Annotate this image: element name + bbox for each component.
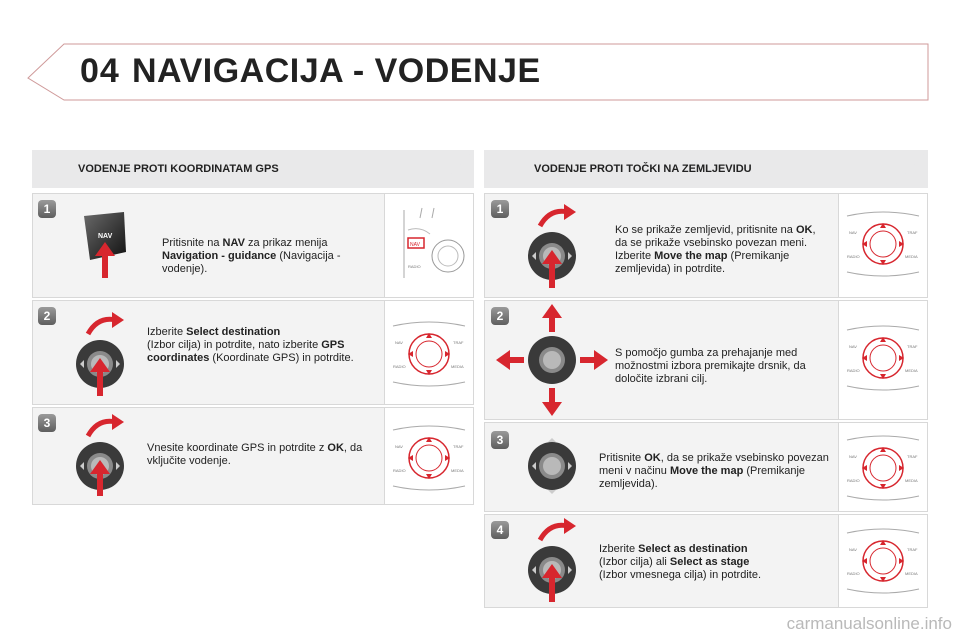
text-run: S pomočjo gumba za prehajanje med možnostmi izbora premikajte drsnik, da določite izbrani cilj. (615, 347, 806, 385)
left-step-3-badge: 3 (38, 414, 56, 432)
left-step-2-badge: 2 (38, 307, 56, 325)
right-step-2-text (615, 347, 833, 386)
thumb-traf-label: TRAF (907, 344, 918, 349)
left-section-header (32, 150, 474, 188)
text-run: (Navigacija - vodenje). (162, 250, 341, 275)
bold-term: Select as stage (669, 556, 750, 568)
thumb-media-label: MEDIA (451, 468, 464, 473)
text-run: Pritisnite (599, 452, 645, 464)
left-step-1-badge: 1 (38, 200, 56, 218)
text-run: (Izbor cilja) ali (599, 556, 670, 568)
right-step-4-text (599, 543, 829, 582)
control-panel-sketch (843, 206, 923, 282)
text-run: Izberite (599, 543, 639, 555)
bold-term: Select as destination (638, 543, 748, 555)
control-panel-sketch (843, 430, 923, 506)
right-section-header (484, 150, 928, 188)
left-section-title: VODENJE PROTI KOORDINATAM GPS (78, 163, 279, 175)
text-run: , da vključite vodenje. (147, 442, 363, 467)
control-panel-sketch (843, 523, 923, 599)
directional-knob-illustration (494, 302, 610, 418)
bold-term: NAV (222, 237, 245, 249)
bold-term: Navigation - guidance (162, 250, 277, 262)
rotary-knob-illustration (524, 204, 604, 294)
bold-term: Select destination (186, 326, 281, 338)
bold-term: OK (327, 442, 344, 454)
watermark: carmanualsonline.info (786, 614, 952, 633)
thumb-nav-label: NAV (410, 242, 420, 248)
page-title: NAVIGACIJA - VODENJE (132, 52, 541, 90)
right-step-1-text (615, 224, 827, 276)
bold-term: Move the map (654, 250, 728, 262)
thumb-nav-label: NAV (849, 230, 857, 235)
right-step-1-badge: 1 (491, 200, 509, 218)
thumb-nav-label: NAV (849, 454, 857, 459)
thumb-media-label: MEDIA (905, 571, 918, 576)
thumb-nav-label: NAV (849, 547, 857, 552)
rotary-knob-illustration (524, 430, 584, 500)
text-run: (Premikanje zemljevida). (599, 465, 806, 490)
thumb-media-label: MEDIA (905, 478, 918, 483)
thumb-radio-label: RADIO (408, 264, 421, 269)
thumb-media-label: MEDIA (905, 368, 918, 373)
bold-term: GPS coordinates (147, 339, 345, 364)
right-step-4-badge: 4 (491, 521, 509, 539)
thumb-traf-label: TRAF (907, 547, 918, 552)
right-step-2-badge: 2 (491, 307, 509, 325)
thumb-nav-label: NAV (395, 444, 403, 449)
thumb-nav-label: NAV (395, 340, 403, 345)
nav-button-illustration (76, 208, 136, 288)
rotary-knob-illustration (72, 312, 152, 402)
text-run: Vnesite koordinate GPS in potrdite z (147, 442, 328, 454)
text-run: (Izbor vmesnega cilja) in potrdite. (599, 569, 762, 581)
rotary-knob-illustration (72, 414, 152, 504)
thumb-media-label: MEDIA (905, 254, 918, 259)
thumb-radio-label: RADIO (847, 368, 860, 373)
control-panel-sketch (389, 316, 469, 392)
text-run: (Koordinate GPS) in potrdite. (209, 352, 354, 364)
text-run: za prikaz menija (244, 237, 328, 249)
chapter-number: 04 (80, 52, 120, 90)
right-step-3-text (599, 452, 829, 491)
thumb-radio-label: RADIO (847, 478, 860, 483)
bold-term: Move the map (669, 465, 744, 477)
control-panel-sketch (389, 420, 469, 496)
thumb-radio-label: RADIO (393, 468, 406, 473)
bold-term: OK (795, 224, 813, 236)
dashboard-sketch (390, 204, 470, 284)
thumb-traf-label: TRAF (453, 340, 464, 345)
right-section-title: VODENJE PROTI TOČKI NA ZEMLJEVIDU (534, 163, 752, 175)
left-step-1-text (162, 237, 374, 276)
left-step-3-text (147, 442, 375, 468)
control-panel-sketch (843, 320, 923, 396)
bold-term: OK (644, 452, 661, 464)
thumb-radio-label: RADIO (847, 571, 860, 576)
text-run: , da se prikaže vsebinsko povezan meni. Izberite (615, 224, 816, 262)
thumb-radio-label: RADIO (847, 254, 860, 259)
left-step-2-text (147, 326, 375, 365)
text-run: , da se prikaže vsebinsko povezan meni v načinu (599, 452, 829, 477)
thumb-nav-label: NAV (849, 344, 857, 349)
text-run: (Premikanje zemljevida) in potrdite. (615, 250, 790, 275)
right-step-3-badge: 3 (491, 431, 509, 449)
text-run: Izberite (147, 326, 187, 338)
thumb-radio-label: RADIO (393, 364, 406, 369)
text-run: Ko se prikaže zemljevid, pritisnite na (615, 224, 796, 236)
text-run: Pritisnite na (162, 237, 223, 249)
thumb-media-label: MEDIA (451, 364, 464, 369)
text-run: (Izbor cilja) in potrdite, nato izberite (147, 339, 322, 351)
nav-key-label: NAV (98, 233, 113, 240)
rotary-knob-illustration (524, 518, 604, 608)
thumb-traf-label: TRAF (907, 454, 918, 459)
thumb-traf-label: TRAF (453, 444, 464, 449)
thumb-traf-label: TRAF (907, 230, 918, 235)
